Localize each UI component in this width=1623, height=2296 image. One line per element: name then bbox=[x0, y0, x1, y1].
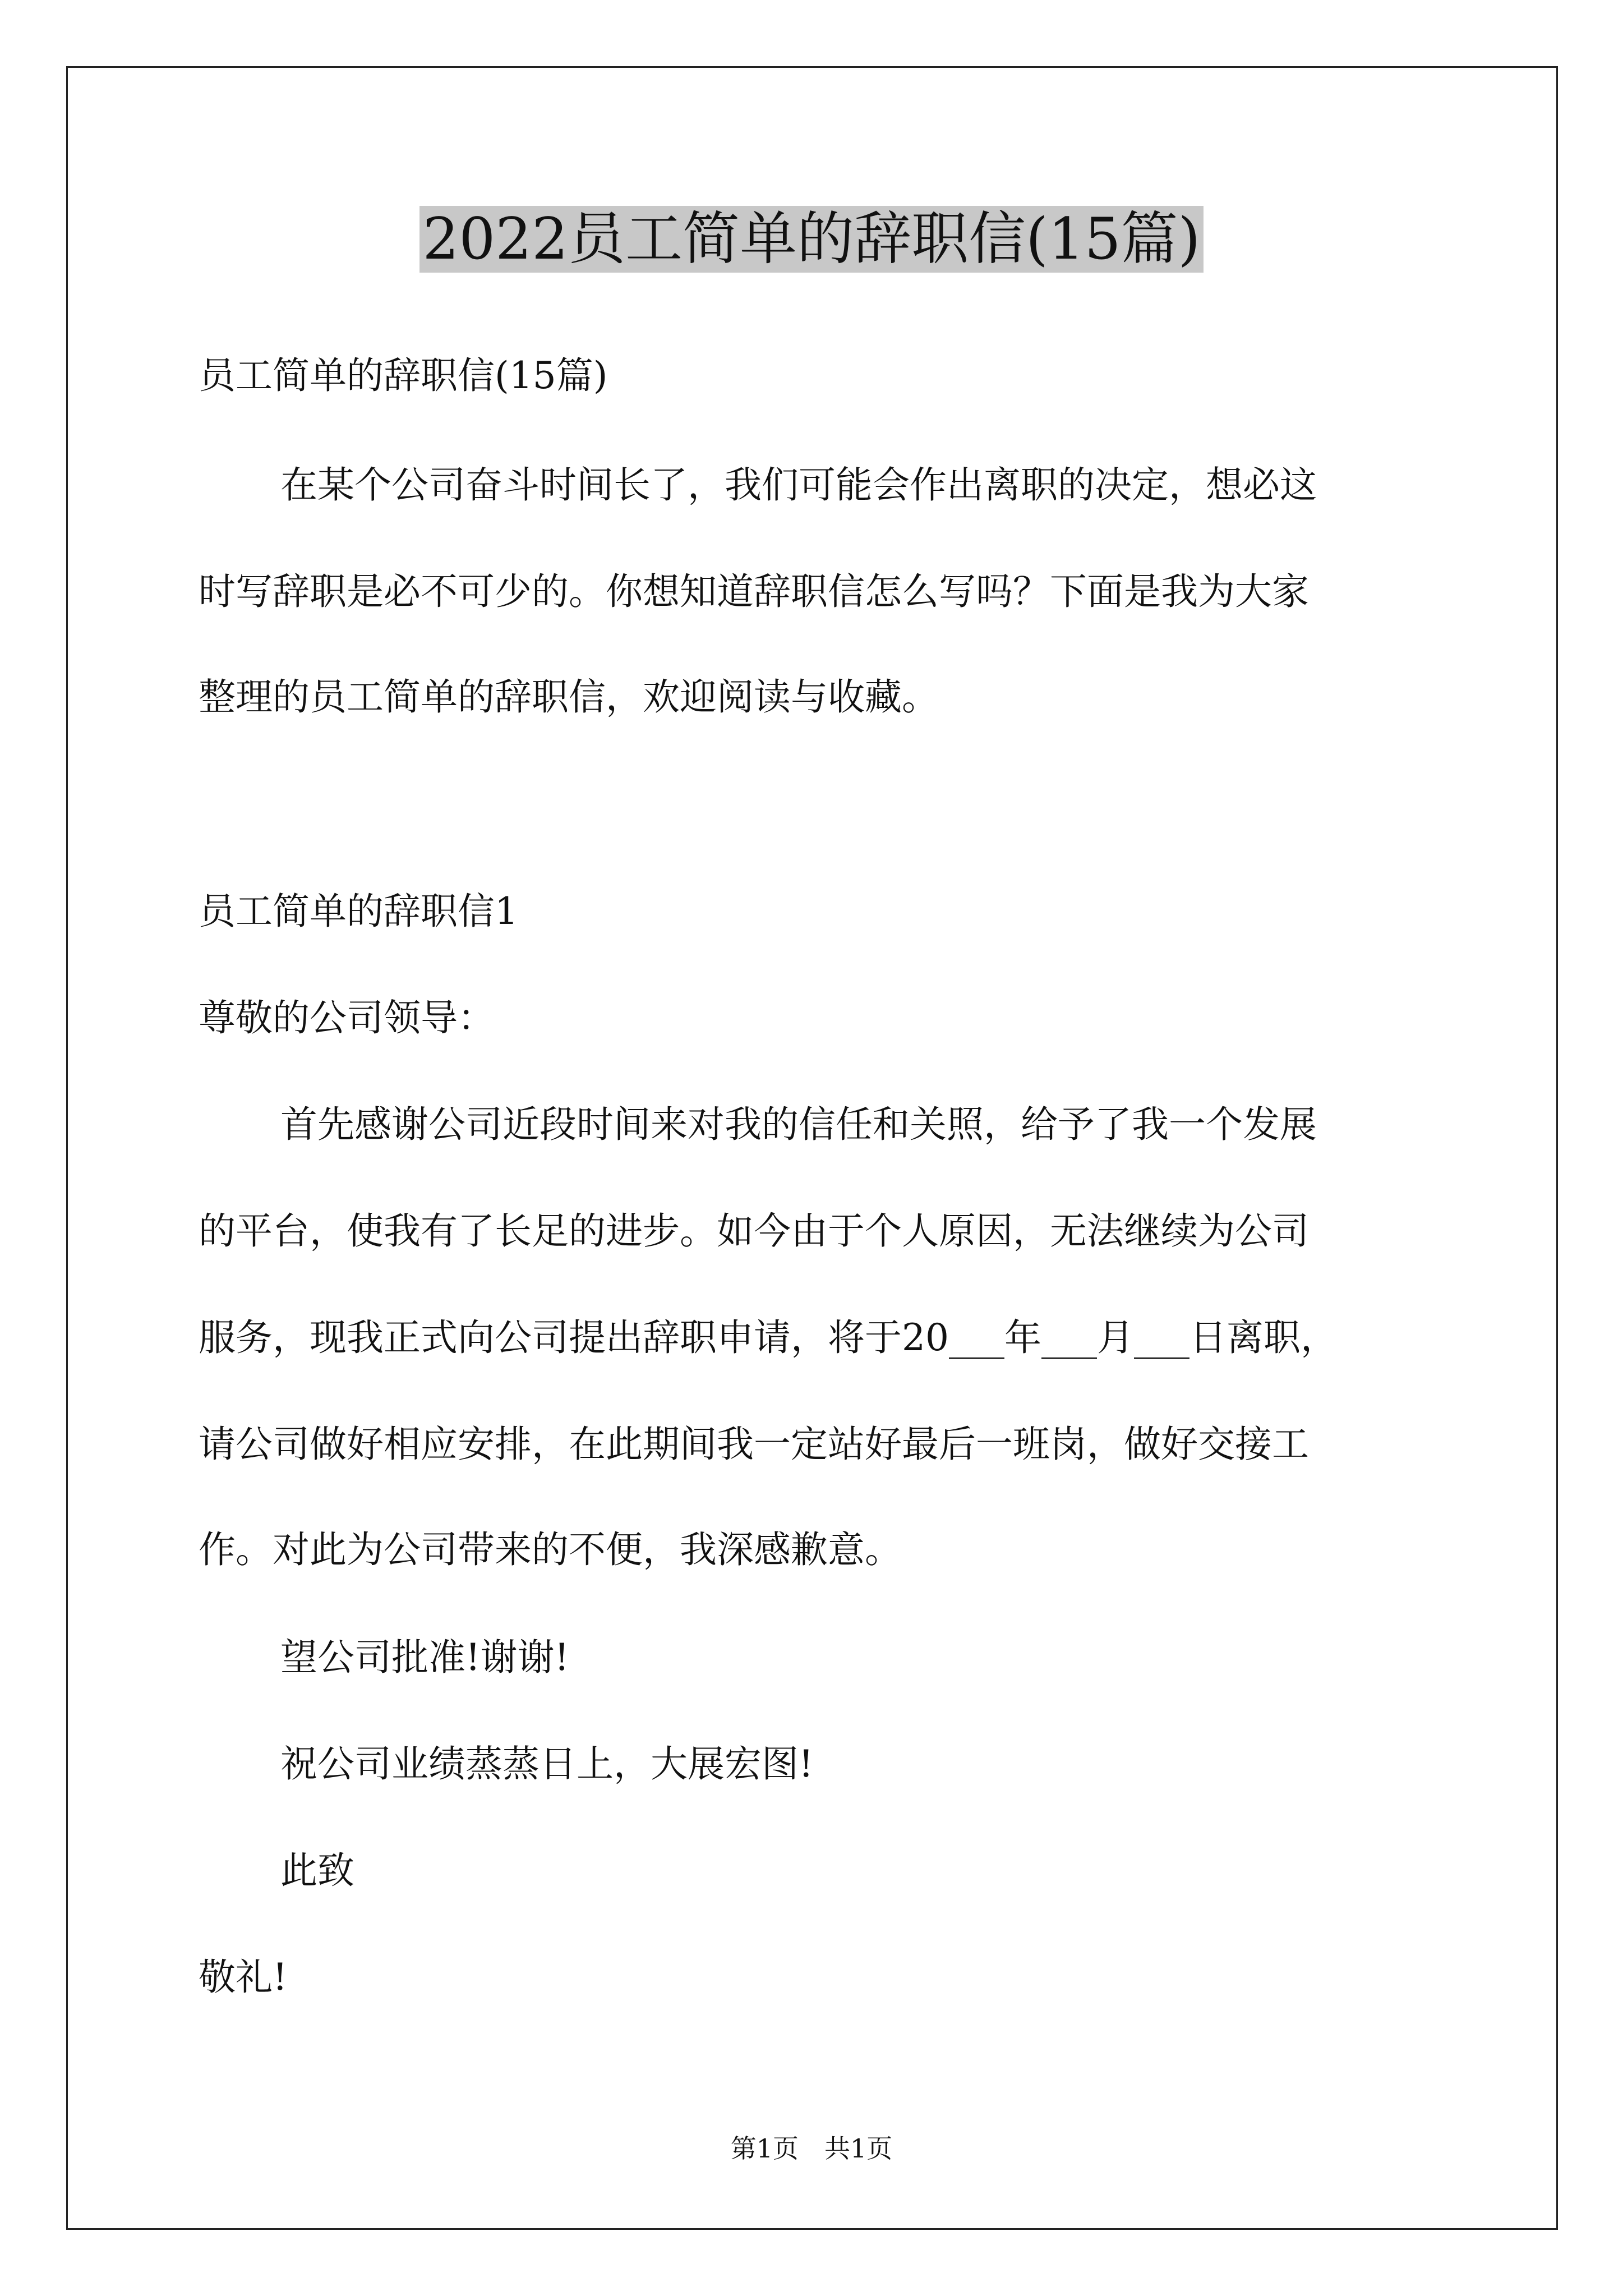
closing-line-3: 此致 bbox=[280, 1849, 354, 1892]
document-title bbox=[0, 203, 1623, 276]
intro-line-2: 时写辞职是必不可少的。你想知道辞职信怎么写吗？下面是我为大家 bbox=[199, 570, 1309, 613]
body-line-5: 作。对此为公司带来的不便，我深感歉意。 bbox=[199, 1528, 902, 1571]
document-title-text: 2022员工简单的辞职信(15篇) bbox=[419, 206, 1204, 273]
body-line-1: 首先感谢公司近段时间来对我的信任和关照，给予了我一个发展 bbox=[280, 1103, 1317, 1146]
sign-off: 敬礼! bbox=[199, 1955, 288, 1999]
body-line-2: 的平台，使我有了长足的进步。如今由于个人原因，无法继续为公司 bbox=[199, 1209, 1309, 1253]
section-heading: 员工简单的辞职信1 bbox=[199, 890, 518, 933]
body-line-4: 请公司做好相应安排，在此期间我一定站好最后一班岗，做好交接工 bbox=[199, 1423, 1309, 1466]
closing-line-1: 望公司批准!谢谢! bbox=[280, 1636, 570, 1679]
page-number-footer: 第1页 共1页 bbox=[730, 2133, 893, 2164]
body-line-3: 服务，现我正式向公司提出辞职申请，将于20___年___月___日离职， bbox=[199, 1316, 1338, 1359]
document-subtitle: 员工简单的辞职信(15篇) bbox=[199, 354, 608, 397]
closing-line-2: 祝公司业绩蒸蒸日上，大展宏图! bbox=[280, 1742, 814, 1786]
intro-line-1: 在某个公司奋斗时间长了，我们可能会作出离职的决定，想必这 bbox=[280, 463, 1317, 507]
intro-line-3: 整理的员工简单的辞职信，欢迎阅读与收藏。 bbox=[199, 675, 939, 719]
salutation: 尊敬的公司领导： bbox=[199, 996, 495, 1039]
